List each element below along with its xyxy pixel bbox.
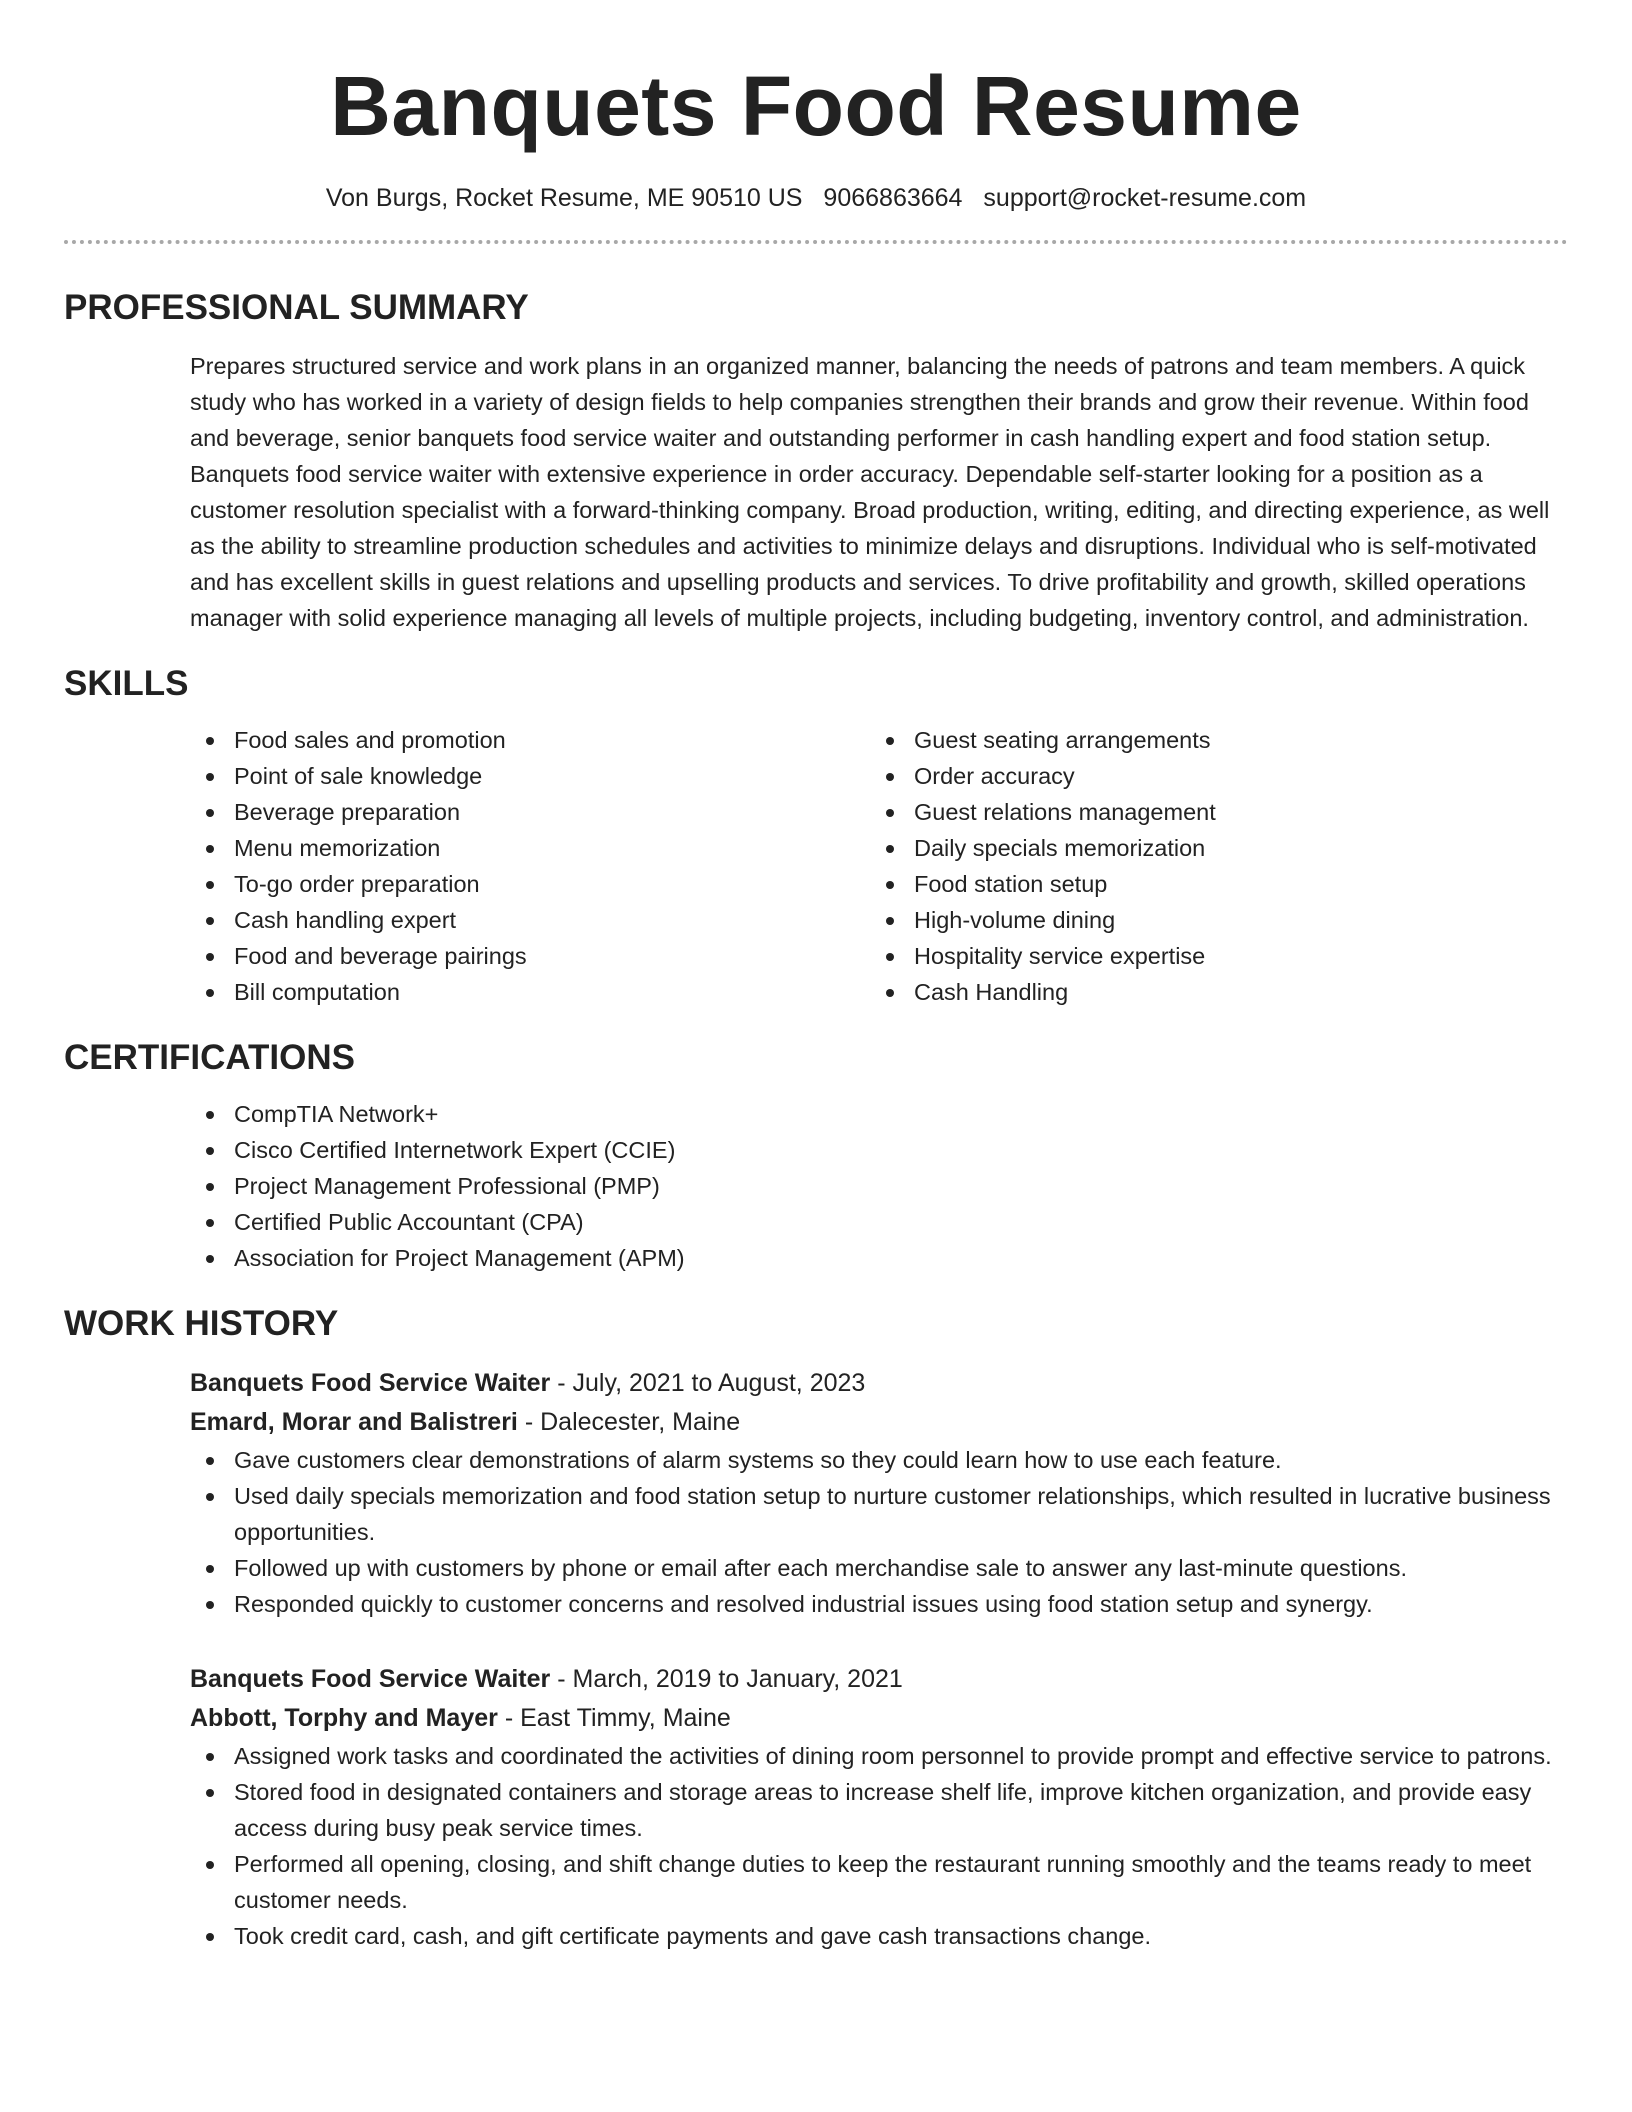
list-item: Performed all opening, closing, and shift change duties to keep the restaurant running smoothly and the teams ready to meet customer needs. [190, 1846, 1568, 1918]
list-item: Followed up with customers by phone or email after each merchandise sale to answer any last-minute questions. [190, 1550, 1568, 1586]
list-item: Cash handling expert [190, 902, 870, 938]
list-item: Responded quickly to customer concerns and resolved industrial issues using food station setup and synergy. [190, 1586, 1568, 1622]
list-item: Cash Handling [870, 974, 1550, 1010]
skills-heading: SKILLS [64, 664, 189, 703]
job-dates: - March, 2019 to January, 2021 [550, 1665, 903, 1693]
skills-right-column [870, 722, 1550, 1010]
summary-heading: PROFESSIONAL SUMMARY [64, 288, 529, 327]
summary-section [64, 286, 1568, 636]
skills-grid [190, 722, 1568, 1010]
job-company: Abbott, Torphy and Mayer [190, 1704, 498, 1732]
header-divider [64, 240, 1568, 244]
summary-body [190, 348, 1568, 636]
list-item: Daily specials memorization [870, 830, 1550, 866]
list-item: Certified Public Accountant (CPA) [190, 1204, 1568, 1240]
job-bullets [64, 1442, 1568, 1622]
skills-section [64, 662, 1568, 1010]
list-item: Order accuracy [870, 758, 1550, 794]
list-item: Beverage preparation [190, 794, 870, 830]
job-role: Banquets Food Service Waiter [190, 1369, 551, 1397]
job-dates: - July, 2021 to August, 2023 [550, 1369, 866, 1397]
list-item: Food sales and promotion [190, 722, 870, 758]
resume-title: Banquets Food Resume [330, 59, 1302, 153]
list-item: Project Management Professional (PMP) [190, 1168, 1568, 1204]
list-item: Menu memorization [190, 830, 870, 866]
job-location: - Dalecester, Maine [517, 1408, 741, 1436]
list-item: Food station setup [870, 866, 1550, 902]
contact-email: support@rocket-resume.com [983, 184, 1307, 212]
certifications-section [64, 1036, 1568, 1276]
job-bullets [64, 1738, 1568, 1954]
work-history-heading: WORK HISTORY [64, 1304, 339, 1343]
list-item: Bill computation [190, 974, 870, 1010]
list-item: To-go order preparation [190, 866, 870, 902]
list-item: Assigned work tasks and coordinated the activities of dining room personnel to provide prompt and effective service to patrons. [190, 1738, 1568, 1774]
resume-header [64, 0, 1568, 214]
job-role-line [190, 1660, 1568, 1699]
list-item: Stored food in designated containers and storage areas to increase shelf life, improve kitchen organization, and provide easy access during busy peak service times. [190, 1774, 1568, 1846]
job-location: - East Timmy, Maine [497, 1704, 731, 1732]
certifications-body [190, 1096, 1568, 1276]
contact-phone: 9066863664 [823, 184, 963, 212]
list-item: CompTIA Network+ [190, 1096, 1568, 1132]
job-entry [190, 1364, 1568, 1622]
job-company-line [190, 1403, 1568, 1442]
list-item: Point of sale knowledge [190, 758, 870, 794]
list-item: Used daily specials memorization and food station setup to nurture customer relationships, which resulted in lucrative business opportunities. [190, 1478, 1568, 1550]
job-entry [190, 1660, 1568, 1954]
contact-line [64, 182, 1568, 214]
list-item: High-volume dining [870, 902, 1550, 938]
list-item: Food and beverage pairings [190, 938, 870, 974]
contact-address: Von Burgs, Rocket Resume, ME 90510 US [325, 184, 803, 212]
list-item: Guest seating arrangements [870, 722, 1550, 758]
skills-left-column [190, 722, 870, 1010]
certifications-heading: CERTIFICATIONS [64, 1038, 356, 1077]
list-item: Gave customers clear demonstrations of alarm systems so they could learn how to use each feature. [190, 1442, 1568, 1478]
list-item: Cisco Certified Internetwork Expert (CCIE) [190, 1132, 1568, 1168]
job-role-line [190, 1364, 1568, 1403]
certifications-list [190, 1096, 1568, 1276]
list-item: Took credit card, cash, and gift certificate payments and gave cash transactions change. [190, 1918, 1568, 1954]
job-company-line [190, 1699, 1568, 1738]
work-history-section [64, 1302, 1568, 1954]
list-item: Hospitality service expertise [870, 938, 1550, 974]
list-item: Guest relations management [870, 794, 1550, 830]
job-company: Emard, Morar and Balistreri [190, 1408, 518, 1436]
summary-text: Prepares structured service and work plans in an organized manner, balancing the needs of patrons and team members. A quick study who has worked in a variety of design fields to help companies strengthen their brands and grow their revenue. Within food and beverage, senior banquets food service waiter and outstanding performer in cash handling expert and food station setup. Banquets food service waiter with extensive experience in order accuracy. Dependable self-starter looking for a position as a customer resolution specialist with a forward-thinking company. Broad production, writing, editing, and directing experience, as well as the ability to streamline production schedules and activities to minimize delays and disruptions. Individual who is self-motivated and has excellent skills in guest relations and upselling products and services. To drive profitability and growth, skilled operations manager with solid experience managing all levels of multiple projects, including budgeting, inventory control, and administration. [190, 353, 1550, 631]
list-item: Association for Project Management (APM) [190, 1240, 1568, 1276]
job-role: Banquets Food Service Waiter [190, 1665, 551, 1693]
